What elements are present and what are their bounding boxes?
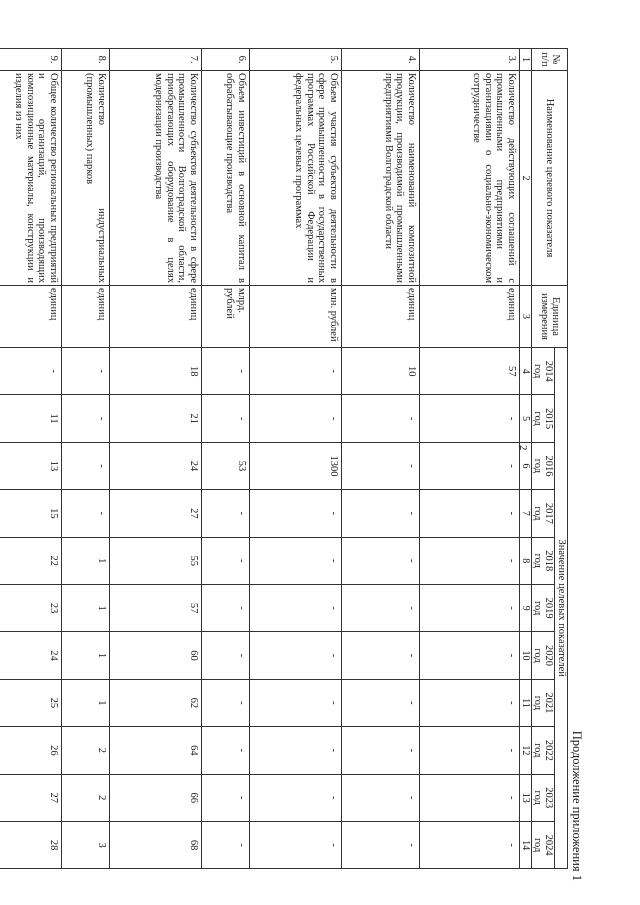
- value-cell: -: [420, 774, 520, 821]
- row-number: 6.: [202, 49, 250, 71]
- header-name: Наименование целевого показателя: [532, 71, 568, 286]
- header-year-suffix: год: [532, 837, 544, 853]
- column-index-cell: 5: [520, 395, 532, 442]
- header-year-value: 2016: [543, 455, 555, 477]
- row-number: 5.: [250, 49, 342, 71]
- header-year-value: 2015: [543, 408, 555, 430]
- value-cell: 66: [110, 774, 202, 821]
- value-cell: -: [342, 774, 420, 821]
- value-cell: 53: [202, 442, 250, 489]
- value-cell: -: [420, 395, 520, 442]
- indicator-name: Объем участия субъектов деятельности в сфере промышленности в государственных программах Российской Федерации и федеральных целевых программах: [250, 71, 342, 286]
- value-cell: -: [250, 584, 342, 631]
- value-cell: -: [420, 821, 520, 869]
- value-cell: 13: [0, 442, 62, 489]
- value-cell: -: [250, 348, 342, 395]
- header-year-suffix: год: [532, 600, 544, 616]
- row-number: 7.: [110, 49, 202, 71]
- unit-cell: млрд. рублей: [202, 286, 250, 348]
- value-cell: -: [420, 442, 520, 489]
- value-cell: -: [420, 632, 520, 679]
- indicator-name: Количество субъектов деятельности в сфере промышленности Волгоградской области, приобретающих оборудование в целях модернизации производства: [110, 71, 202, 286]
- value-cell: -: [250, 727, 342, 774]
- column-index-cell: 4: [520, 348, 532, 395]
- value-cell: 68: [110, 821, 202, 869]
- value-cell: -: [202, 632, 250, 679]
- value-cell: -: [202, 537, 250, 584]
- row-number: 8.: [62, 49, 110, 71]
- header-year-value: 2024: [543, 834, 555, 856]
- indicator-name: Количество действующих соглашений с промышленными предприятиями и организациями о социально-экономическом сотрудничестве: [420, 71, 520, 286]
- column-index-cell: 2: [520, 71, 532, 286]
- value-cell: 57: [110, 584, 202, 631]
- value-cell: -: [250, 490, 342, 537]
- value-cell: 15: [0, 490, 62, 537]
- table-body: [0, 49, 520, 869]
- column-index-cell: 11: [520, 679, 532, 726]
- header-year-suffix: год: [532, 553, 544, 568]
- value-cell: 62: [110, 679, 202, 726]
- unit-cell: млн. рублей: [250, 286, 342, 348]
- page-number: 2: [517, 445, 529, 451]
- column-index-cell: 10: [520, 632, 532, 679]
- value-cell: -: [420, 537, 520, 584]
- header-year-suffix: год: [532, 790, 544, 805]
- header-year-value: 2023: [543, 787, 555, 809]
- header-year-value: 2021: [543, 692, 555, 714]
- header-year: [532, 774, 555, 821]
- value-cell: -: [342, 584, 420, 631]
- column-index-cell: 7: [520, 490, 532, 537]
- header-year: [532, 395, 555, 442]
- continuation-label: Продолжение приложения 1: [570, 730, 584, 881]
- value-cell: 2: [62, 727, 110, 774]
- value-cell: -: [420, 490, 520, 537]
- header-values-group: Значение целевых показателей: [555, 348, 568, 869]
- value-cell: 2: [62, 774, 110, 821]
- header-year-suffix: год: [532, 506, 544, 521]
- table-row: [342, 49, 420, 869]
- value-cell: -: [342, 395, 420, 442]
- column-index-row: [520, 49, 532, 869]
- value-cell: -: [202, 727, 250, 774]
- unit-cell: единиц: [420, 286, 520, 348]
- value-cell: 25: [0, 679, 62, 726]
- value-cell: -: [0, 348, 62, 395]
- value-cell: 10: [342, 348, 420, 395]
- value-cell: -: [342, 727, 420, 774]
- header-num: № п/п: [532, 49, 568, 71]
- indicator-name: Общее количество региональных предприятий и организаций, производящих композиционные материалы, конструкции и изделия из них: [0, 71, 62, 286]
- value-cell: -: [342, 490, 420, 537]
- header-year-suffix: год: [532, 743, 544, 758]
- value-cell: 18: [110, 348, 202, 395]
- value-cell: -: [202, 774, 250, 821]
- unit-cell: единиц: [110, 286, 202, 348]
- value-cell: -: [342, 632, 420, 679]
- indicator-name: Объем инвестиций в основной капитал в обрабатывающие производства: [202, 71, 250, 286]
- value-cell: -: [202, 584, 250, 631]
- target-indicators-table: [0, 48, 568, 869]
- value-cell: -: [250, 821, 342, 869]
- table-row: [110, 49, 202, 869]
- header-year-suffix: год: [532, 648, 544, 663]
- value-cell: -: [342, 821, 420, 869]
- value-cell: 24: [0, 632, 62, 679]
- value-cell: 1: [62, 584, 110, 631]
- header-year: [532, 442, 555, 489]
- value-cell: -: [250, 632, 342, 679]
- header-year-value: 2014: [543, 360, 555, 382]
- column-index-cell: 12: [520, 727, 532, 774]
- value-cell: -: [420, 727, 520, 774]
- value-cell: -: [250, 537, 342, 584]
- value-cell: 22: [0, 537, 62, 584]
- value-cell: -: [250, 679, 342, 726]
- header-year: [532, 632, 555, 679]
- value-cell: 27: [110, 490, 202, 537]
- header-year-value: 2019: [543, 597, 555, 619]
- header-year-suffix: год: [532, 458, 544, 474]
- value-cell: 55: [110, 537, 202, 584]
- value-cell: 23: [0, 584, 62, 631]
- value-cell: -: [62, 442, 110, 489]
- header-unit: Единица измерения: [532, 286, 568, 348]
- value-cell: -: [202, 348, 250, 395]
- column-index-cell: 6: [520, 442, 532, 489]
- indicator-name: Количество индустриальных (промышленных) парков: [62, 71, 110, 286]
- value-cell: 28: [0, 821, 62, 869]
- column-index-cell: 3: [520, 286, 532, 348]
- header-year-value: 2022: [543, 739, 555, 761]
- value-cell: -: [420, 679, 520, 726]
- value-cell: 64: [110, 727, 202, 774]
- value-cell: 60: [110, 632, 202, 679]
- value-cell: 1: [62, 679, 110, 726]
- unit-cell: единиц: [342, 286, 420, 348]
- header-year-value: 2017: [543, 502, 555, 524]
- value-cell: -: [202, 679, 250, 726]
- header-year: [532, 727, 555, 774]
- row-number: 9.: [0, 49, 62, 71]
- column-index-cell: 14: [520, 821, 532, 869]
- header-year: [532, 584, 555, 631]
- column-index-cell: 8: [520, 537, 532, 584]
- value-cell: -: [62, 395, 110, 442]
- value-cell: 21: [110, 395, 202, 442]
- row-number: 4.: [342, 49, 420, 71]
- value-cell: 11: [0, 395, 62, 442]
- value-cell: 3: [62, 821, 110, 869]
- header-row-1: [555, 49, 568, 869]
- column-index-cell: 9: [520, 584, 532, 631]
- header-year: [532, 679, 555, 726]
- value-cell: 27: [0, 774, 62, 821]
- table-row: [62, 49, 110, 869]
- value-cell: -: [202, 821, 250, 869]
- value-cell: -: [202, 490, 250, 537]
- column-index-cell: 13: [520, 774, 532, 821]
- table-row: [250, 49, 342, 869]
- value-cell: 1300: [250, 442, 342, 489]
- value-cell: -: [62, 348, 110, 395]
- table-row: [420, 49, 520, 869]
- header-year: [532, 490, 555, 537]
- value-cell: -: [62, 490, 110, 537]
- value-cell: 1: [62, 537, 110, 584]
- row-number: 3.: [420, 49, 520, 71]
- value-cell: -: [342, 537, 420, 584]
- table-row: [0, 49, 62, 869]
- value-cell: 57: [420, 348, 520, 395]
- header-year-suffix: год: [532, 364, 544, 379]
- column-index-cell: 1: [520, 49, 532, 71]
- header-year-value: 2018: [543, 550, 555, 572]
- table-row: [202, 49, 250, 869]
- value-cell: 26: [0, 727, 62, 774]
- value-cell: -: [250, 395, 342, 442]
- value-cell: -: [342, 679, 420, 726]
- header-year-value: 2020: [543, 645, 555, 667]
- unit-cell: единиц: [0, 286, 62, 348]
- header-year: [532, 821, 555, 869]
- header-year-suffix: год: [532, 695, 544, 711]
- value-cell: 1: [62, 632, 110, 679]
- value-cell: -: [250, 774, 342, 821]
- header-year-suffix: год: [532, 411, 544, 426]
- value-cell: -: [202, 395, 250, 442]
- value-cell: -: [420, 584, 520, 631]
- value-cell: 24: [110, 442, 202, 489]
- value-cell: -: [342, 442, 420, 489]
- header-year: [532, 348, 555, 395]
- unit-cell: единиц: [62, 286, 110, 348]
- header-year: [532, 537, 555, 584]
- indicator-name: Количество наименований композитной продукции, производимой промышленными предприятиями Волгоградской области: [342, 71, 420, 286]
